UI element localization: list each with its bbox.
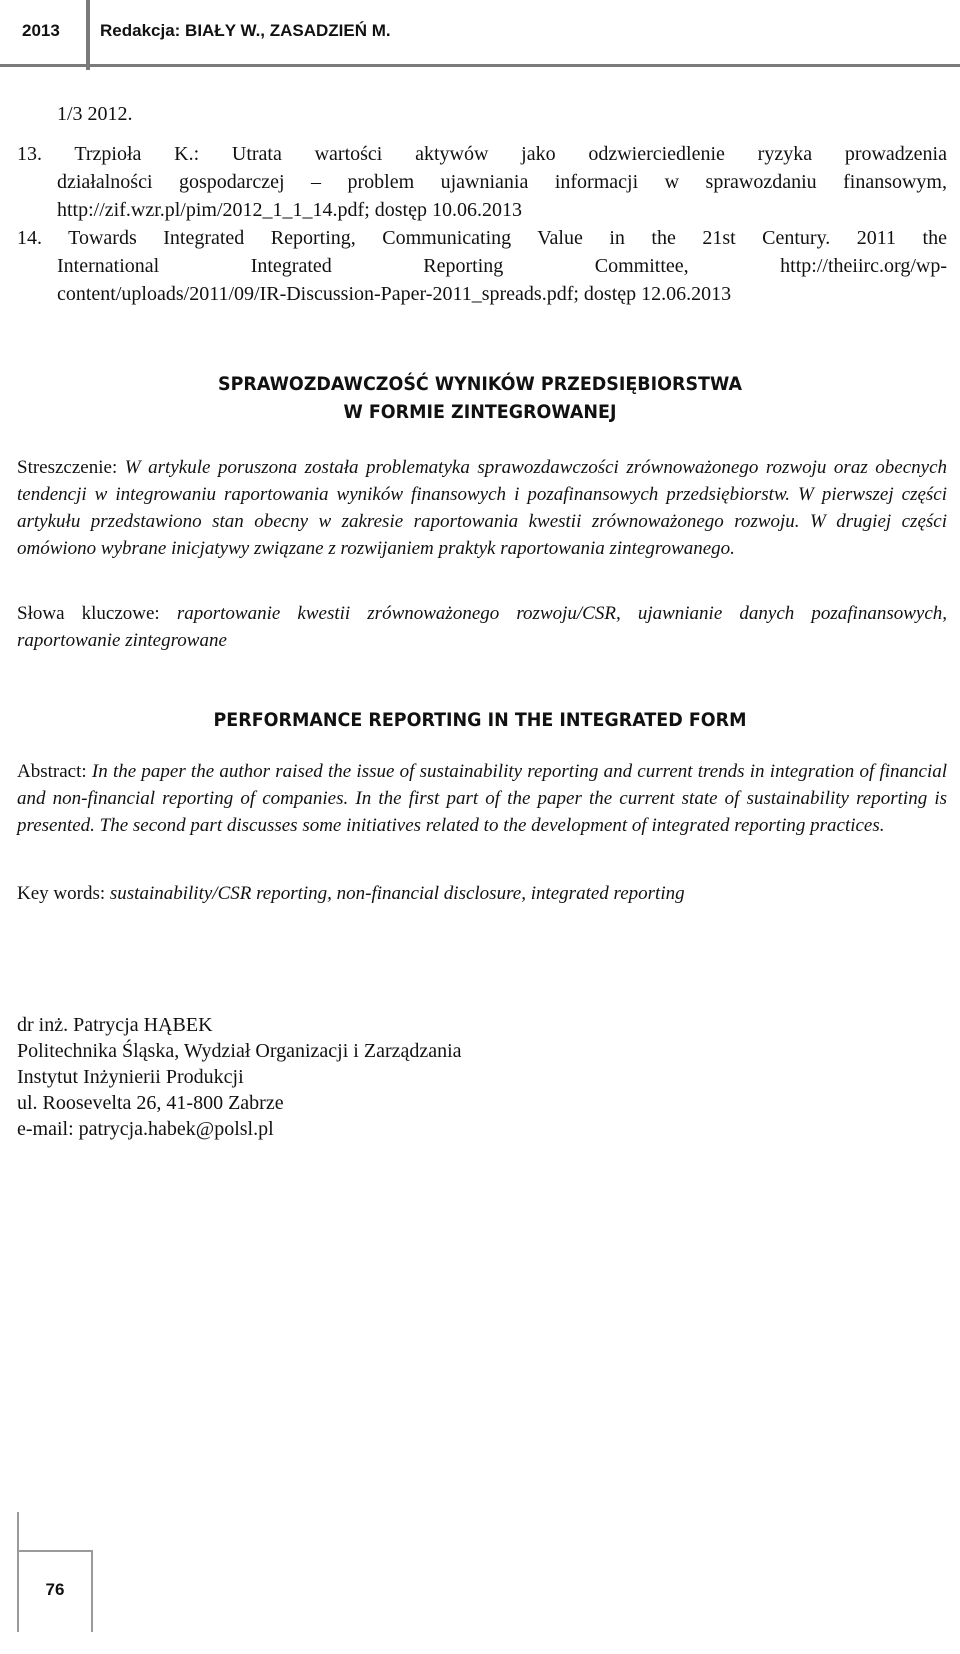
english-abstract (17, 758, 947, 839)
reference-14-line1: 14. Towards Integrated Reporting, Communicating Value in the 21st Century. 2011 the (17, 227, 947, 249)
polish-title-line2: W FORMIE ZINTEGROWANEJ (343, 401, 617, 423)
english-keywords-label: Key words: (17, 883, 106, 904)
polish-keywords (17, 600, 947, 654)
author-institute: Instytut Inżynierii Produkcji (17, 1066, 244, 1088)
page-number: 76 (45, 1580, 65, 1599)
page-number-rule (17, 1512, 19, 1552)
reference-14-line3: content/uploads/2011/09/IR-Discussion-Paper-2011_spreads.pdf; dostęp 12.06.2013 (57, 283, 732, 305)
author-email: e-mail: patrycja.habek@polsl.pl (17, 1118, 274, 1140)
english-abstract-label: Abstract: (17, 761, 87, 782)
polish-abstract-label: Streszczenie: (17, 457, 118, 478)
polish-title-line1: SPRAWOZDAWCZOŚĆ WYNIKÓW PRZEDSIĘBIORSTWA (218, 373, 742, 395)
english-keywords (17, 880, 947, 907)
author-name: dr inż. Patrycja HĄBEK (17, 1014, 213, 1036)
english-keywords-text: sustainability/CSR reporting, non-financial disclosure, integrated reporting (109, 883, 685, 904)
reference-14-line2: International Integrated Reporting Committee, http://theiirc.org/wp- (57, 255, 947, 277)
page-number-box (17, 1550, 93, 1632)
english-abstract-text: In the paper the author raised the issue of sustainability reporting and current trends in integration of financial and non-financial reporting of companies. In the first part of the paper the current state of sustainability reporting is presented. The second part discusses some initiatives related to the development of integrated reporting practices. (17, 761, 948, 836)
header-editors: Redakcja: BIAŁY W., ZASADZIEŃ M. (100, 21, 391, 40)
references-list (17, 100, 947, 308)
running-header (0, 0, 960, 67)
polish-abstract (17, 454, 947, 562)
polish-keywords-text: raportowanie kwestii zrównoważonego rozwoju/CSR, ujawnianie danych pozafinansowych, raportowanie zintegrowane (17, 603, 948, 651)
polish-abstract-text: W artykule poruszona została problematyka sprawozdawczości zrównoważonego rozwoju oraz obecnych tendencji w integrowaniu raportowania wyników finansowych i pozafinansowych przedsiębiorstw. W pierwszej części artykułu przedstawiono stan obecny w zakresie raportowania kwestii zrównoważonego rozwoju. W drugiej części omówiono wybrane inicjatywy związane z rozwijaniem praktyk raportowania zintegrowanego. (17, 457, 947, 559)
reference-13-line2: działalności gospodarczej – problem ujawniania informacji w sprawozdaniu finansowym, (57, 171, 947, 193)
english-title: PERFORMANCE REPORTING IN THE INTEGRATED FORM (213, 709, 747, 731)
reference-continuation: 1/3 2012. (57, 103, 133, 125)
polish-keywords-label: Słowa kluczowe: (17, 603, 160, 624)
author-affiliation: Politechnika Śląska, Wydział Organizacji i Zarządzania (17, 1040, 462, 1062)
author-address: ul. Roosevelta 26, 41-800 Zabrze (17, 1092, 284, 1114)
author-block (17, 1012, 462, 1142)
reference-13-line1: 13. Trzpioła K.: Utrata wartości aktywów jako odzwierciedlenie ryzyka prowadzenia (17, 143, 947, 165)
header-year: 2013 (22, 21, 60, 40)
reference-13-line3: http://zif.wzr.pl/pim/2012_1_1_14.pdf; dostęp 10.06.2013 (57, 199, 522, 221)
header-divider (86, 0, 90, 70)
